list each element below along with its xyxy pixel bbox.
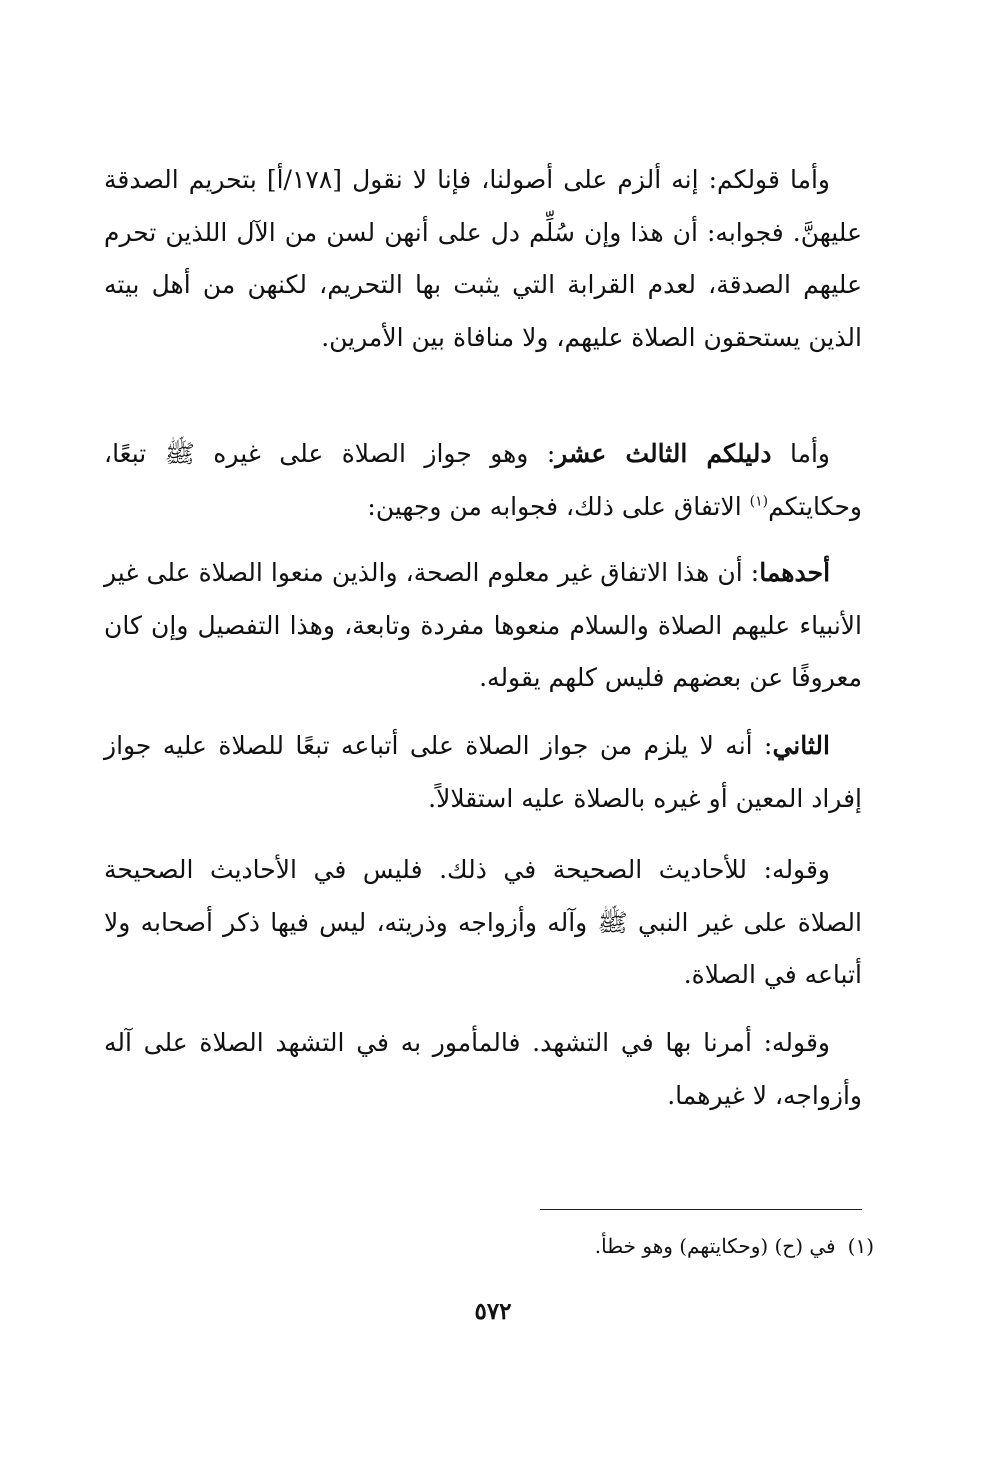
footnote: [104, 1230, 874, 1262]
paragraph-1: [104, 154, 862, 364]
paragraph-body-part-1: : وهو جواز الصلاة على غيره ﷺ تبعًا، وحكايتكم: [104, 439, 862, 521]
paragraph-6: [104, 1017, 862, 1122]
bold-heading: أحدهما: [759, 558, 831, 587]
paragraph-4: [104, 720, 862, 825]
paragraph-text: وأما قولكم: إنه ألزم على أصولنا، فإنا لا نقول [١٧٨/أ] بتحريم الصدقة عليهنَّ. فجوابه: أن هذا وإن سُلِّم دل على أنهن لسن من الآل اللذين تحرم عليهم الصدقة، لعدم القرابة التي يثبت بها التحريم، لكنهن من أهل بيته الذين يستحقون الصلاة عليهم، ولا منافاة بين الأمرين.: [104, 165, 862, 352]
paragraph-body: : أن هذا الاتفاق غير معلوم الصحة، والذين منعوا الصلاة على غير الأنبياء عليهم الصلاة والسلام منعوها مفردة وتابعة، وهذا التفصيل وإن كان معروفًا عن بعضهم فليس كلهم يقوله.: [104, 558, 862, 692]
paragraph-2: [104, 428, 862, 533]
paragraph-text: [104, 547, 862, 705]
footnote-reference[interactable]: (١): [749, 493, 769, 510]
paragraph-body-part-2: الاتفاق على ذلك، فجوابه من وجهين:: [367, 491, 750, 521]
paragraph-text: وقوله: أمرنا بها في التشهد. فالمأمور به في التشهد الصلاة على آله وأزواجه، لا غيرهما.: [104, 1028, 862, 1110]
page-number: ٥٧٢: [474, 1298, 512, 1325]
paragraph-5: [104, 844, 862, 1002]
footnote-number: (١): [847, 1234, 874, 1258]
footnote-text: في (ح) (وحكايتهم) وهو خطأ.: [594, 1234, 836, 1258]
paragraph-opening: وأما: [771, 439, 831, 468]
bold-heading: دليلكم الثالث عشر: [555, 439, 772, 468]
paragraph-body: : أنه لا يلزم من جواز الصلاة على أتباعه تبعًا للصلاة عليه جواز إفراد المعين أو غيره بالصلاة عليه استقلالاً.: [104, 731, 862, 813]
paragraph-text: وقوله: للأحاديث الصحيحة في ذلك. فليس في الأحاديث الصحيحة الصلاة على غير النبي ﷺ وآله وأزواجه وذريته، ليس فيها ذكر أصحابه ولا أتباعه في الصلاة.: [104, 855, 862, 989]
bold-heading: الثاني: [772, 731, 830, 760]
footnote-divider: [540, 1209, 862, 1210]
paragraph-text: [104, 428, 862, 533]
paragraph-text: [104, 720, 862, 825]
paragraph-3: [104, 547, 862, 705]
